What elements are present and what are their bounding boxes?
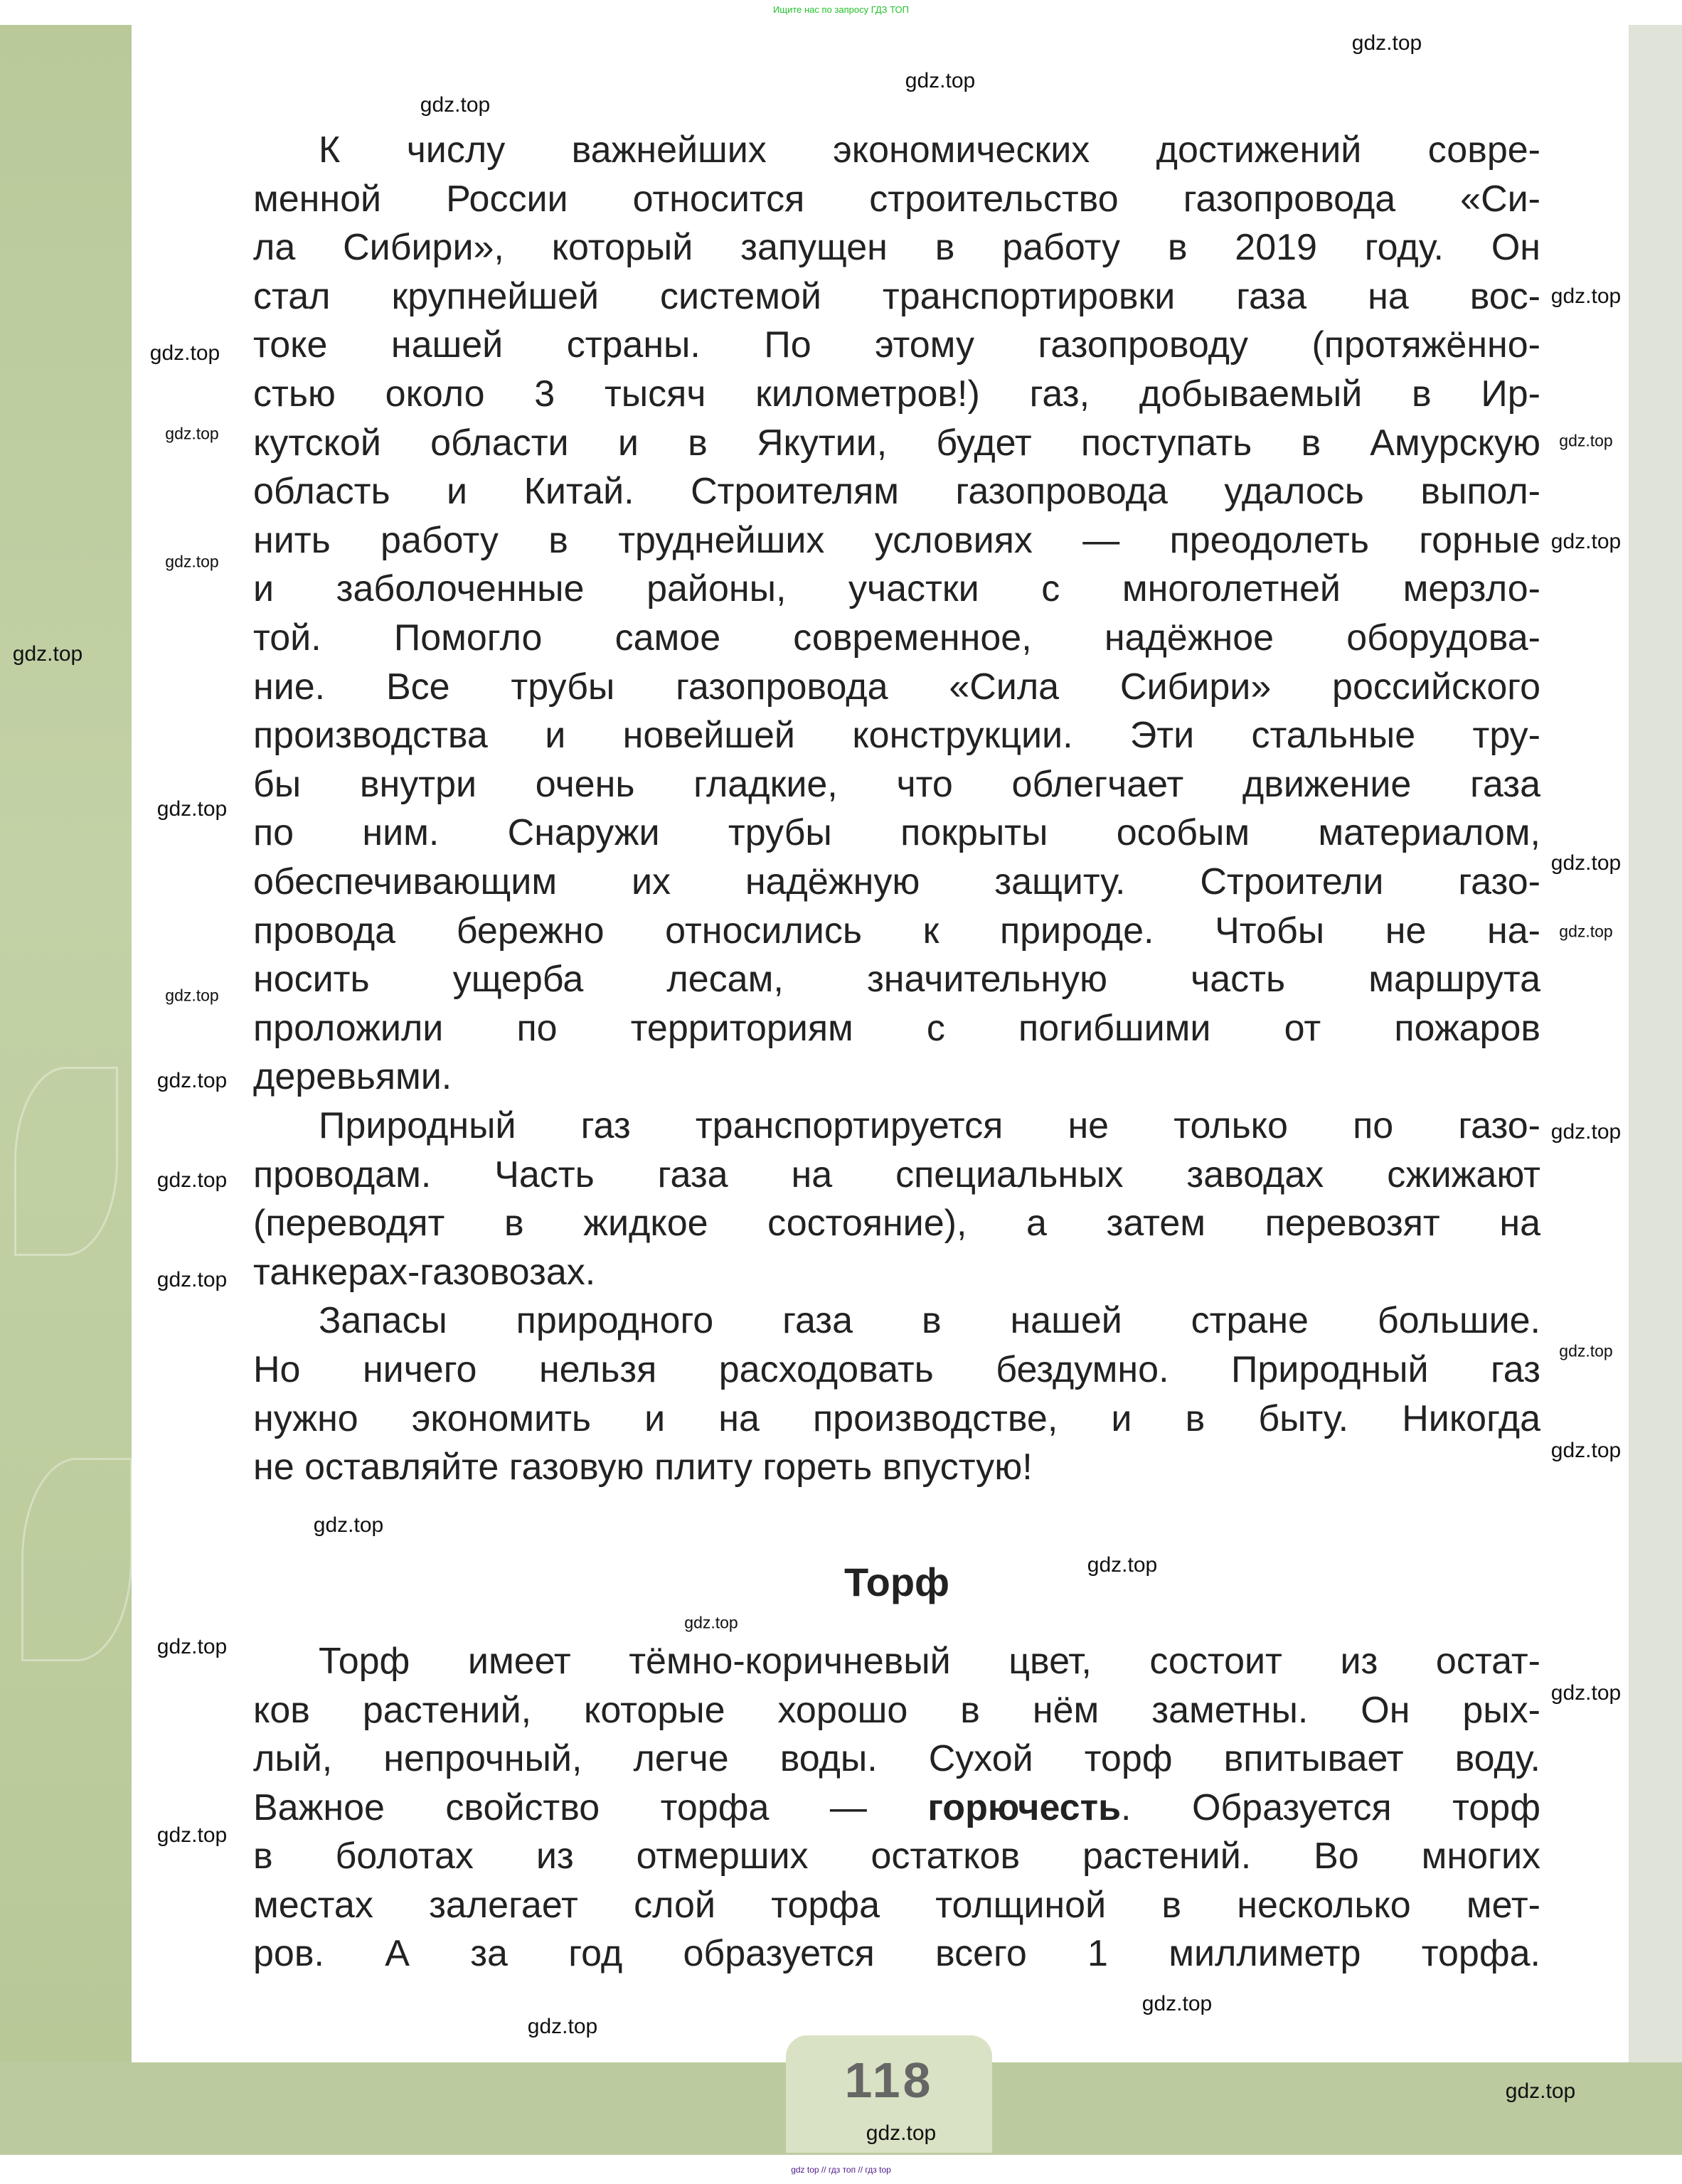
text-line: нужно экономить и на производстве, и в быту. Никогда [253, 1398, 1540, 1439]
watermark: gdz.top [866, 2121, 937, 2145]
search-hint: Ищите нас по запросу ГДЗ ТОП [773, 4, 909, 15]
text-line: проложили по территориям с погибшими от пожаров [253, 1008, 1540, 1049]
text-line: той. Помогло самое современное, надёжное оборудова- [253, 617, 1540, 659]
text-line: Природный газ транспортируется не только по газо- [319, 1105, 1540, 1146]
text-line: Торф имеет тёмно-коричневый цвет, состоит из остат- [319, 1641, 1540, 1682]
leaf-decoration [14, 1067, 118, 1256]
watermark: gdz.top [1559, 431, 1613, 450]
text-line: местах залегает слой торфа толщиной в несколько мет- [253, 1885, 1540, 1926]
watermark: gdz.top [1505, 2079, 1576, 2103]
text-line: по ним. Снаружи трубы покрыты особым материалом, [253, 812, 1540, 853]
footer-note: gdz top // гдз топ // гдз top [791, 2165, 891, 2175]
text-line: ков растений, которые хорошо в нём заметны. Он рых- [253, 1690, 1540, 1731]
text-line: Запасы природного газа в нашей стране большие. [319, 1300, 1540, 1341]
watermark: gdz.top [1550, 1439, 1622, 1462]
watermark: gdz.top [684, 1613, 738, 1632]
text-line: токе нашей страны. По этому газопроводу (протяжённо- [253, 324, 1540, 366]
text-line [253, 1784, 1540, 1832]
text-line: К числу важнейших экономических достижений совре- [319, 129, 1540, 171]
text-line: проводам. Часть газа на специальных заводах сжижают [253, 1154, 1540, 1195]
watermark: gdz.top [149, 341, 220, 365]
background-right [1629, 25, 1682, 2155]
text-line: менной России относится строительство газопровода «Си- [253, 179, 1540, 220]
watermark: gdz.top [156, 1268, 228, 1291]
text-line: стал крупнейшей системой транспортировки газа на вос- [253, 276, 1540, 317]
watermark: gdz.top [156, 1168, 228, 1192]
watermark: gdz.top [156, 1069, 228, 1092]
watermark: gdz.top [1087, 1553, 1158, 1577]
text-line: (переводят в жидкое состояние), а затем перевозят на [253, 1203, 1540, 1244]
text-span: Важное свойство торфа — [253, 1787, 928, 1828]
text-line: кутской области и в Якутии, будет поступать в Амурскую [253, 422, 1540, 464]
key-term: горючесть [927, 1787, 1122, 1828]
text-line: обеспечивающим их надёжную защиту. Строители газо- [253, 861, 1540, 902]
page-number: 118 [844, 2052, 934, 2108]
text-line: провода бережно относились к природе. Чтобы не на- [253, 910, 1540, 952]
text-line: и заболоченные районы, участки с многолетней мерзло- [253, 568, 1540, 609]
watermark: gdz.top [165, 552, 219, 571]
watermark: gdz.top [1550, 851, 1622, 875]
text-line: Но ничего нельзя расходовать бездумно. Природный газ [253, 1349, 1540, 1390]
text-line: в болотах из отмерших остатков растений. Во многих [253, 1836, 1540, 1877]
watermark: gdz.top [165, 424, 219, 443]
text-line: производства и новейшей конструкции. Эти стальные тру- [253, 715, 1540, 756]
text-line: ров. А за год образуется всего 1 миллиметр торфа. [253, 1933, 1540, 1974]
watermark: gdz.top [527, 2015, 598, 2038]
watermark: gdz.top [1559, 922, 1613, 941]
watermark: gdz.top [1550, 1120, 1622, 1144]
text-line: лый, непрочный, легче воды. Сухой торф впитывает воду. [253, 1738, 1540, 1779]
watermark: gdz.top [313, 1513, 384, 1537]
text-line: стью около 3 тысяч километров!) газ, добываемый в Ир- [253, 373, 1540, 415]
text-line: носить ущерба лесам, значительную часть маршрута [253, 959, 1540, 1000]
section-heading: Торф [843, 1560, 950, 1604]
watermark: gdz.top [156, 1823, 228, 1847]
watermark: gdz.top [156, 1635, 228, 1658]
watermark: gdz.top [165, 986, 219, 1005]
text-span: . Образуется торф [1121, 1787, 1540, 1828]
text-line: ла Сибири», который запущен в работу в 2019 году. Он [253, 227, 1540, 268]
watermark: gdz.top [1559, 1341, 1613, 1360]
watermark: gdz.top [1141, 1992, 1213, 2015]
text-line: бы внутри очень гладкие, что облегчает движение газа [253, 764, 1540, 805]
text-line: нить работу в труднейших условиях — преодолеть горные [253, 520, 1540, 561]
watermark: gdz.top [905, 69, 976, 92]
text-line: не оставляйте газовую плиту гореть впустую! [253, 1447, 1033, 1488]
watermark: gdz.top [1550, 284, 1622, 308]
watermark: gdz.top [1550, 1681, 1622, 1705]
watermark: gdz.top [1351, 31, 1422, 55]
text-line: ние. Все трубы газопровода «Сила Сибири» российского [253, 666, 1540, 708]
watermark: gdz.top [1550, 530, 1622, 553]
leaf-decoration [21, 1458, 132, 1661]
watermark: gdz.top [420, 93, 491, 117]
text-line: деревьями. [253, 1056, 452, 1097]
watermark: gdz.top [156, 797, 228, 821]
text-line: область и Китай. Строителям газопровода удалось выпол- [253, 471, 1540, 512]
watermark: gdz.top [12, 642, 83, 666]
text-line: танкерах-газовозах. [253, 1252, 596, 1293]
